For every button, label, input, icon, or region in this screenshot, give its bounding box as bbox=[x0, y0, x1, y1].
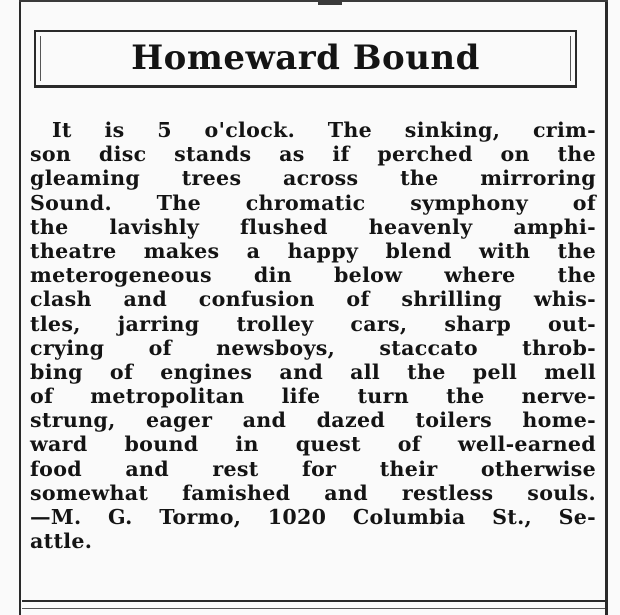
top-rule bbox=[19, 0, 608, 2]
column-rule-left bbox=[19, 0, 21, 615]
top-rule-ornament bbox=[318, 0, 342, 5]
article-line: crying of newsboys, staccato throb- bbox=[30, 335, 596, 360]
article-line: meterogeneous din below where the bbox=[30, 263, 596, 288]
article-line: bing of engines and all the pell mell bbox=[30, 359, 596, 384]
article-line: tles, jarring trolley cars, sharp out- bbox=[30, 311, 596, 336]
headline: Homeward Bound bbox=[131, 38, 480, 78]
bottom-rule bbox=[22, 600, 605, 602]
article-signature-end: attle. bbox=[30, 529, 93, 554]
article-line: theatre makes a happy blend with the bbox=[30, 238, 596, 263]
bottom-rule-thin bbox=[22, 608, 605, 609]
article-line: somewhat famished and restless souls. bbox=[30, 480, 596, 505]
article-line: strung, eager and dazed toilers home- bbox=[30, 408, 596, 433]
article-body bbox=[30, 118, 596, 553]
article-line: It is 5 o'clock. The sinking, crim- bbox=[52, 118, 596, 142]
article-line: clash and confusion of shrilling whis- bbox=[30, 287, 596, 312]
article-line: of metropolitan life turn the nerve- bbox=[30, 384, 596, 409]
article-line: son disc stands as if perched on the bbox=[30, 142, 596, 167]
article-line: the lavishly flushed heavenly amphi- bbox=[30, 214, 596, 239]
article-line: Sound. The chromatic symphony of bbox=[30, 190, 596, 215]
article-line: —M. G. Tormo, 1020 Columbia St., Se- bbox=[30, 505, 596, 529]
column-rule-right bbox=[605, 0, 608, 615]
article-line: ward bound in quest of well-earned bbox=[30, 432, 596, 457]
headline-box bbox=[34, 30, 577, 88]
article-line: gleaming trees across the mirroring bbox=[30, 166, 596, 191]
article-line: food and rest for their otherwise bbox=[30, 456, 596, 481]
